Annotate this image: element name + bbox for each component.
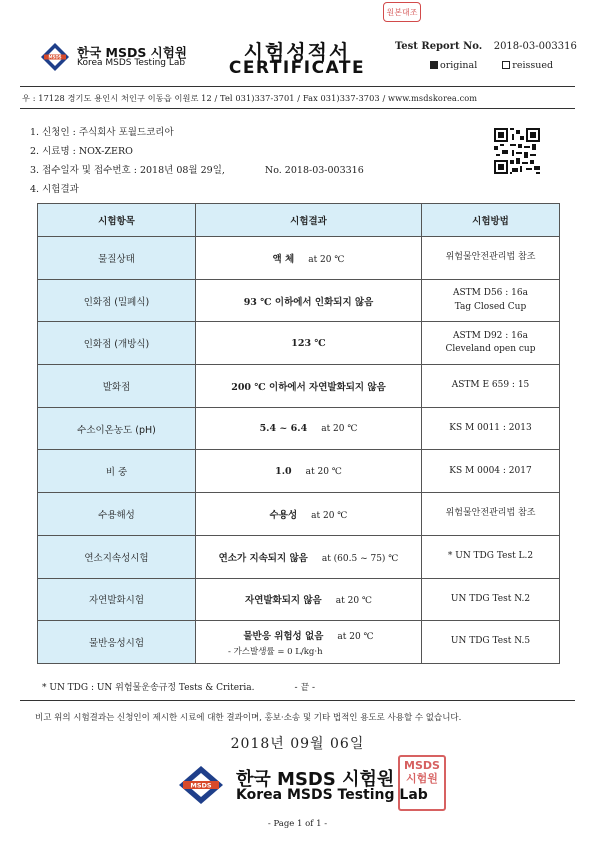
divider-footer [20,700,575,701]
test-result: 200 ℃ 이하에서 자연발화되지 않음 [196,365,422,408]
test-item: 비 중 [38,450,196,493]
divider-top [20,86,575,87]
test-method: UN TDG Test N.2 [422,578,560,621]
report-number-label: Test Report No. [395,41,483,52]
test-method: UN TDG Test N.5 [422,621,560,664]
results-heading: 4. 시험결과 [30,184,79,195]
table-row [38,322,560,365]
divider-address [20,108,575,109]
table-row [38,407,560,450]
test-method: KS M 0011 : 2013 [422,407,560,450]
unchecked-box-icon [502,61,510,69]
issue-date: 2018년 09월 06일 [230,736,365,752]
test-result: 123 ℃ [196,322,422,365]
reissued-option: reissued [502,60,553,71]
test-result: 자연발화되지 않음 at 20 ℃ [196,578,422,621]
test-result: 수용성 at 20 ℃ [196,493,422,536]
org-name-en-footer: Korea MSDS Testing Lab [236,787,428,803]
address-line: 우 : 17128 경기도 용인시 처인구 이동읍 이원로 12 / Tel 031)337-3701 / Fax 031)337-3703 / www.msdskorea.com [22,93,478,103]
test-item: 인화점 (밀폐식) [38,279,196,322]
test-result: 1.0 at 20 ℃ [196,450,422,493]
end-mark: - 끝 - [294,683,316,693]
seal-text: MSDS 시험원 [404,759,440,785]
title-ko: 시험성적서 [243,40,351,64]
table-row [38,621,560,664]
table-row [38,365,560,408]
table-row [38,535,560,578]
page-number: - Page 1 of 1 - [267,819,328,829]
test-item: 자연발화시험 [38,578,196,621]
test-method: KS M 0004 : 2017 [422,450,560,493]
test-method: ASTM E 659 : 15 [422,365,560,408]
header-test-method: 시험방법 [422,204,560,237]
test-result: 연소가 지속되지 않음 at (60.5 ~ 75) ℃ [196,535,422,578]
issue-type [430,60,575,71]
remark: 비고 위의 시험결과는 신청인이 제시한 시료에 대한 결과이며, 홍보·소송 및 기타 법적인 용도로 사용할 수 없습니다. [35,713,462,723]
results-table [37,203,560,664]
test-item: 물질상태 [38,237,196,280]
footnote: * UN TDG : UN 위험물운송규정 Tests & Criteria. - 끝 - [42,683,316,693]
table-row [38,279,560,322]
header-test-result: 시험결과 [196,204,422,237]
test-item: 인화점 (개방식) [38,322,196,365]
org-name-ko-footer: 한국 MSDS 시험원 [236,769,395,790]
test-method: ASTM D92 : 16a Cleveland open cup [422,322,560,365]
header-test-item: 시험항목 [38,204,196,237]
header-logo [40,42,220,72]
test-item: 물반응성시험 [38,621,196,664]
receipt-info [30,162,364,176]
test-method: 위험물안전관리법 참조 [422,237,560,280]
test-result: 93 ℃ 이하에서 인화되지 않음 [196,279,422,322]
receipt-date: 3. 접수일자 및 접수번호 : 2018년 08월 29일, [30,165,225,176]
test-item: 발화점 [38,365,196,408]
test-method: 위험물안전관리법 참조 [422,493,560,536]
test-method: ASTM D56 : 16a Tag Closed Cup [422,279,560,322]
table-row [38,450,560,493]
test-item: 수용해성 [38,493,196,536]
report-number-value: 2018-03-003316 [493,41,577,52]
receipt-number: No. 2018-03-003316 [264,165,364,176]
table-row [38,578,560,621]
msds-diamond-icon [178,765,224,805]
table-row [38,237,560,280]
original-option: original [430,60,477,71]
test-item: 수소이온농도 (pH) [38,407,196,450]
checked-box-icon [430,61,438,69]
org-name-en: Korea MSDS Testing Lab [77,58,186,68]
test-result: 5.4 ~ 6.4 at 20 ℃ [196,407,422,450]
svg-text:MSDS: MSDS [48,54,62,60]
sample-name: 2. 시료명 : NOX-ZERO [30,146,133,157]
msds-diamond-icon [40,42,70,72]
report-number [395,41,577,52]
test-result: 액 체 at 20 ℃ [196,237,422,280]
org-name-ko: 한국 MSDS 시험원 [77,45,187,60]
verification-stamp: 원본대조 [383,2,421,22]
test-item: 연소지속성시험 [38,535,196,578]
test-result: 물반응 위험성 없음 at 20 ℃ - 가스발생률 = 0 L/kg·h [196,621,422,664]
qr-code-icon [494,128,540,174]
table-header-row [38,204,560,237]
table-row [38,493,560,536]
applicant: 1. 신청인 : 주식회사 포월드코리아 [30,127,174,138]
title-en: CERTIFICATE [228,58,366,78]
svg-text:MSDS: MSDS [190,781,212,790]
test-method: * UN TDG Test L.2 [422,535,560,578]
